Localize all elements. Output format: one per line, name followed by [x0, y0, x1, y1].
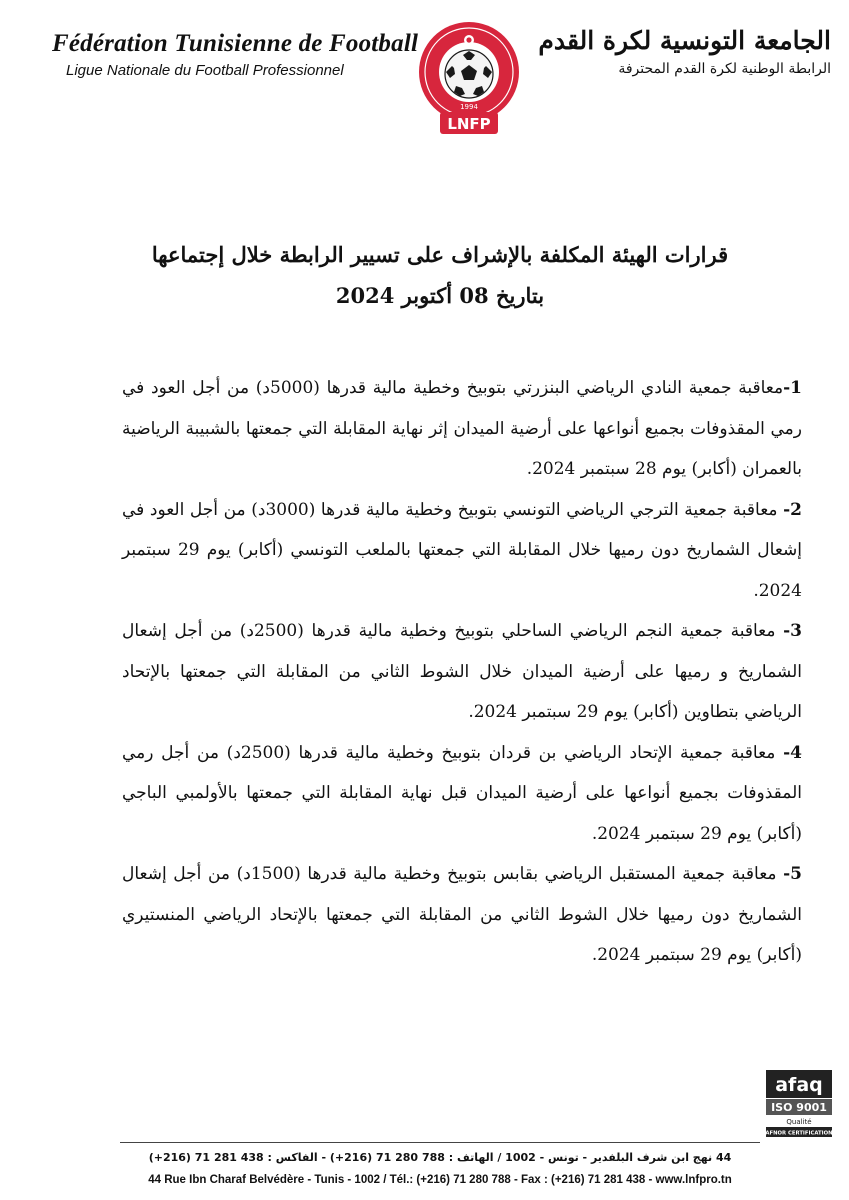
- afaq-label: Qualité: [786, 1118, 812, 1126]
- decision-item: [122, 854, 802, 976]
- footer-divider: [120, 1142, 760, 1143]
- federation-name-ar: الجامعة التونسية لكرة القدم: [538, 26, 831, 55]
- document-title: قرارات الهيئة المكلفة بالإشراف على تسيير الرابطة خلال إجتماعها: [151, 242, 729, 267]
- decision-number: 1-: [783, 378, 802, 398]
- league-name-ar: الرابطة الوطنية لكرة القدم المحترفة: [618, 61, 831, 77]
- lnfp-logo-icon: [416, 16, 522, 140]
- afaq-standard: ISO 9001: [771, 1101, 827, 1114]
- footer-address-fr: 44 Rue Ibn Charaf Belvédère - Tunis - 1002 / Tél.: (+216) 71 280 788 - Fax : (+216) 71 281 438 - www.lnfpro.tn: [148, 1174, 732, 1186]
- decision-number: 5-: [783, 864, 802, 884]
- footer-address-ar: 44 نهج ابن شرف البلفدير - تونس - 1002 / الهاتف : 788 280 71 (216+) - الفاكس : 438 281 71 (216+): [148, 1151, 732, 1164]
- document-date: بتاريخ 08 أكتوبر 2024: [335, 283, 545, 308]
- afaq-iso-certification-icon: [764, 1068, 834, 1138]
- decision-number: 2-: [783, 499, 803, 520]
- logo-abbr: LNFP: [447, 115, 491, 133]
- decision-text: معاقبة جمعية الترجي الرياضي التونسي بتوبيخ وخطية مالية قدرها (3000د) من أجل العود في إشعال الشماريخ دون رميها خلال المقابلة التي جمعتها بالملعب التونسي (أكابر) يوم 29 سبتمبر 2024.: [122, 499, 803, 601]
- logo-year: 1994: [460, 103, 478, 111]
- decision-text: معاقبة جمعية النجم الرياضي الساحلي بتوبيخ وخطية مالية قدرها (2500د) من أجل إشعال الشماريخ و رميها على أرضية الميدان خلال الشوط الثاني من المقابلة التي جمعتها بالإتحاد الرياضي بتطاوين (أكابر) يوم 29 سبتمبر 2024.: [122, 621, 802, 722]
- decision-number: 3-: [783, 621, 802, 641]
- decision-text: معاقبة جمعية النادي الرياضي البنزرتي بتوبيخ وخطية مالية قدرها (5000د) من أجل العود في رمي المقذوفات بجميع أنواعها على أرضية الميدان إثر نهاية المقابلة التي جمعتها بالشبيبة الرياضية بالعمران (أكابر) يوم 28 سبتمبر 2024.: [122, 378, 802, 479]
- league-name-fr: Ligue Nationale du Football Professionnel: [66, 62, 344, 79]
- decisions-list: [122, 368, 802, 976]
- decision-text: معاقبة جمعية المستقبل الرياضي بقابس بتوبيخ وخطية مالية قدرها (1500د) من أجل إشعال الشماريخ دون رميها خلال الشوط الثاني من المقابلة التي جمعتها بالإتحاد الرياضي المنستيري (أكابر) يوم 29 سبتمبر 2024.: [122, 864, 802, 965]
- decision-item: [122, 490, 802, 612]
- decision-text: معاقبة جمعية الإتحاد الرياضي بن قردان بتوبيخ وخطية مالية قدرها (2500د) من أجل رمي المقذوفات بجميع أنواعها على أرضية الميدان قبل نهاية المقابلة التي جمعتها بالأولمبي الباجي (أكابر) يوم 29 سبتمبر 2024.: [122, 742, 802, 844]
- afaq-brand: afaq: [775, 1074, 823, 1096]
- decision-item: [122, 611, 802, 733]
- decision-number: 4-: [783, 742, 802, 763]
- afaq-org: AFNOR CERTIFICATION: [765, 1130, 833, 1137]
- header-french: [52, 30, 419, 79]
- decision-item: [122, 733, 802, 855]
- federation-name-fr: Fédération Tunisienne de Football: [52, 30, 419, 57]
- header-arabic: [531, 26, 831, 77]
- decision-item: [122, 368, 802, 490]
